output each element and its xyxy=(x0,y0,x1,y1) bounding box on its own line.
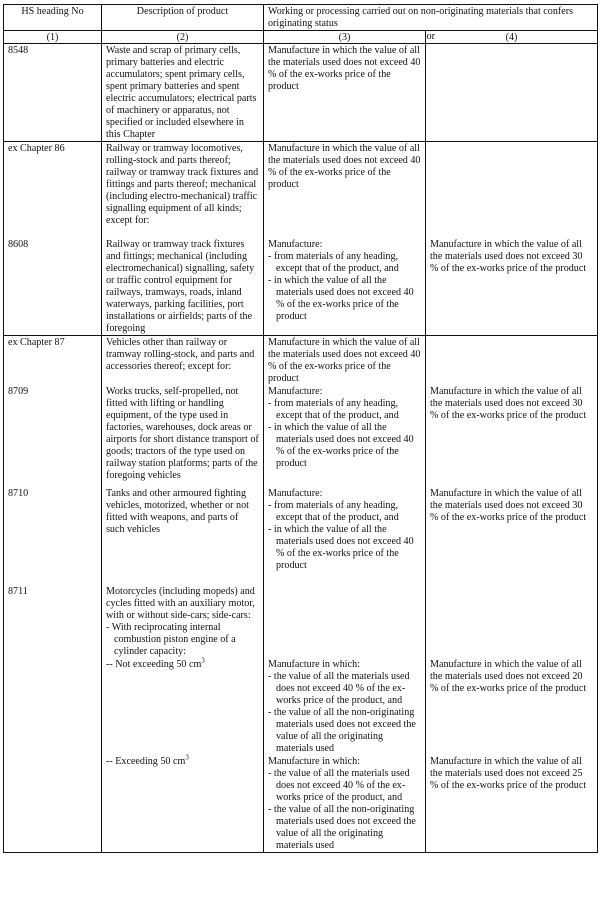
hs-code: 8711 xyxy=(4,572,102,658)
superscript: 3 xyxy=(185,753,189,762)
rule-list xyxy=(268,500,421,572)
alternative-rule xyxy=(426,572,598,658)
table-row xyxy=(4,482,598,572)
product-description xyxy=(102,572,264,658)
table-row xyxy=(4,658,598,755)
processing-rule: Manufacture in which the value of all the materials used does not exceed 40 % of the ex-works price of the product xyxy=(264,336,426,386)
rule-intro: Manufacture in which: xyxy=(268,756,360,767)
rule-item: - in which the value of all the materials used does not exceed 40 % of the ex-works price of the product xyxy=(268,422,414,469)
hs-code: ex Chapter 86 xyxy=(4,142,102,228)
table-row xyxy=(4,142,598,228)
product-description: Railway or tramway track fixtures and fittings; mechanical (including electromechanical) signalling, safety or traffic control equipment for railways, tramways, roads, inland waterways, parking facilities, port installations or airfields; parts of the foregoing xyxy=(102,227,264,336)
column-number-1: (1) xyxy=(4,31,102,44)
or-label: or xyxy=(426,31,435,42)
processing-rule xyxy=(264,482,426,572)
rule-list xyxy=(268,251,421,323)
rule-item: - the value of all the non-originating materials used does not exceed the value of all the originating materials used xyxy=(268,804,416,851)
hs-code: 8709 xyxy=(4,385,102,482)
product-description: Waste and scrap of primary cells, primary batteries and electric accumulators; spent primary cells, spent primary batteries and spent electric accumulators; electrical parts of machinery or apparatus, not specified or included elsewhere in this Chapter xyxy=(102,44,264,142)
column-number-row xyxy=(4,31,598,44)
column-number-4: (4) xyxy=(426,31,598,44)
rule-item: - from materials of any heading, except that of the product, and xyxy=(268,398,399,421)
header-hs-heading: HS heading No xyxy=(4,5,102,31)
hs-code xyxy=(4,755,102,853)
product-description xyxy=(102,658,264,755)
alternative-rule: Manufacture in which the value of all the materials used does not exceed 30 % of the ex-works price of the product xyxy=(426,227,598,336)
table-row xyxy=(4,227,598,336)
table-row xyxy=(4,336,598,386)
processing-rule: Manufacture in which the value of all the materials used does not exceed 40 % of the ex-works price of the product xyxy=(264,44,426,142)
alternative-rule xyxy=(426,336,598,386)
table-row xyxy=(4,572,598,658)
table-row xyxy=(4,755,598,853)
product-description xyxy=(102,755,264,853)
origin-rules-table xyxy=(3,4,598,853)
product-description: Works trucks, self-propelled, not fitted with lifting or handling equipment, of the type used in factories, warehouses, dock areas or airports for short distance transport of goods; tractors of the type used on railway station platforms; parts of the foregoing vehicles xyxy=(102,385,264,482)
product-description: Vehicles other than railway or tramway rolling-stock, and parts and accessories thereof; except for: xyxy=(102,336,264,386)
hs-code: 8608 xyxy=(4,227,102,336)
rule-intro: Manufacture: xyxy=(268,239,323,250)
header-row xyxy=(4,5,598,31)
hs-code: 8548 xyxy=(4,44,102,142)
processing-rule xyxy=(264,385,426,482)
column-number-3-text: (3) xyxy=(338,32,351,43)
rule-list xyxy=(268,398,421,470)
header-working-processing: Working or processing carried out on non-originating materials that confers originating status xyxy=(264,5,598,31)
rule-item: - in which the value of all the materials used does not exceed 40 % of the ex-works price of the product xyxy=(268,524,414,571)
rule-item: - from materials of any heading, except that of the product, and xyxy=(268,251,399,274)
alternative-rule xyxy=(426,142,598,228)
sub-heading: - With reciprocating internal combustion piston engine of a cylinder capacity: xyxy=(106,622,236,657)
rule-item: - from materials of any heading, except that of the product, and xyxy=(268,500,399,523)
processing-rule xyxy=(264,227,426,336)
rule-item: - the value of all the non-originating materials used does not exceed the value of all the originating materials used xyxy=(268,707,416,754)
alternative-rule xyxy=(426,44,598,142)
rule-item: - the value of all the materials used does not exceed 40 % of the ex-works price of the product, and xyxy=(268,768,410,803)
sub-label: -- Not exceeding 50 cm xyxy=(106,659,202,670)
processing-rule xyxy=(264,572,426,658)
alternative-rule: Manufacture in which the value of all the materials used does not exceed 25 % of the ex-works price of the product xyxy=(426,755,598,853)
superscript: 3 xyxy=(201,656,205,665)
sub-label: -- Exceeding 50 cm xyxy=(106,756,186,767)
column-number-2: (2) xyxy=(102,31,264,44)
rule-intro: Manufacture in which: xyxy=(268,659,360,670)
hs-code: 8710 xyxy=(4,482,102,572)
product-description: Railway or tramway locomotives, rolling-stock and parts thereof; railway or tramway track fixtures and fittings and parts thereof; mechanical (including electro-mechanical) traffic signalling equipment of all kinds; except for: xyxy=(102,142,264,228)
rule-list xyxy=(268,768,421,852)
alternative-rule: Manufacture in which the value of all the materials used does not exceed 20 % of the ex-works price of the product xyxy=(426,658,598,755)
alternative-rule: Manufacture in which the value of all the materials used does not exceed 30 % of the ex-works price of the product xyxy=(426,385,598,482)
table-row xyxy=(4,385,598,482)
header-description: Description of product xyxy=(102,5,264,31)
hs-code xyxy=(4,658,102,755)
processing-rule xyxy=(264,755,426,853)
column-number-3 xyxy=(264,31,435,44)
alternative-rule: Manufacture in which the value of all the materials used does not exceed 30 % of the ex-works price of the product xyxy=(426,482,598,572)
product-description: Tanks and other armoured fighting vehicles, motorized, whether or not fitted with weapons, and parts of such vehicles xyxy=(102,482,264,572)
sub-heading-list xyxy=(106,622,259,658)
rule-list xyxy=(268,671,421,755)
processing-rule xyxy=(264,658,426,755)
table-row xyxy=(4,44,598,142)
processing-rule: Manufacture in which the value of all the materials used does not exceed 40 % of the ex-works price of the product xyxy=(264,142,426,228)
rule-item: - the value of all the materials used does not exceed 40 % of the ex-works price of the product, and xyxy=(268,671,410,706)
hs-code: ex Chapter 87 xyxy=(4,336,102,386)
rule-item: - in which the value of all the materials used does not exceed 40 % of the ex-works price of the product xyxy=(268,275,414,322)
rule-intro: Manufacture: xyxy=(268,488,323,499)
rule-intro: Manufacture: xyxy=(268,386,323,397)
description-main: Motorcycles (including mopeds) and cycles fitted with an auxiliary motor, with or without side-cars; side-cars: xyxy=(106,586,255,621)
